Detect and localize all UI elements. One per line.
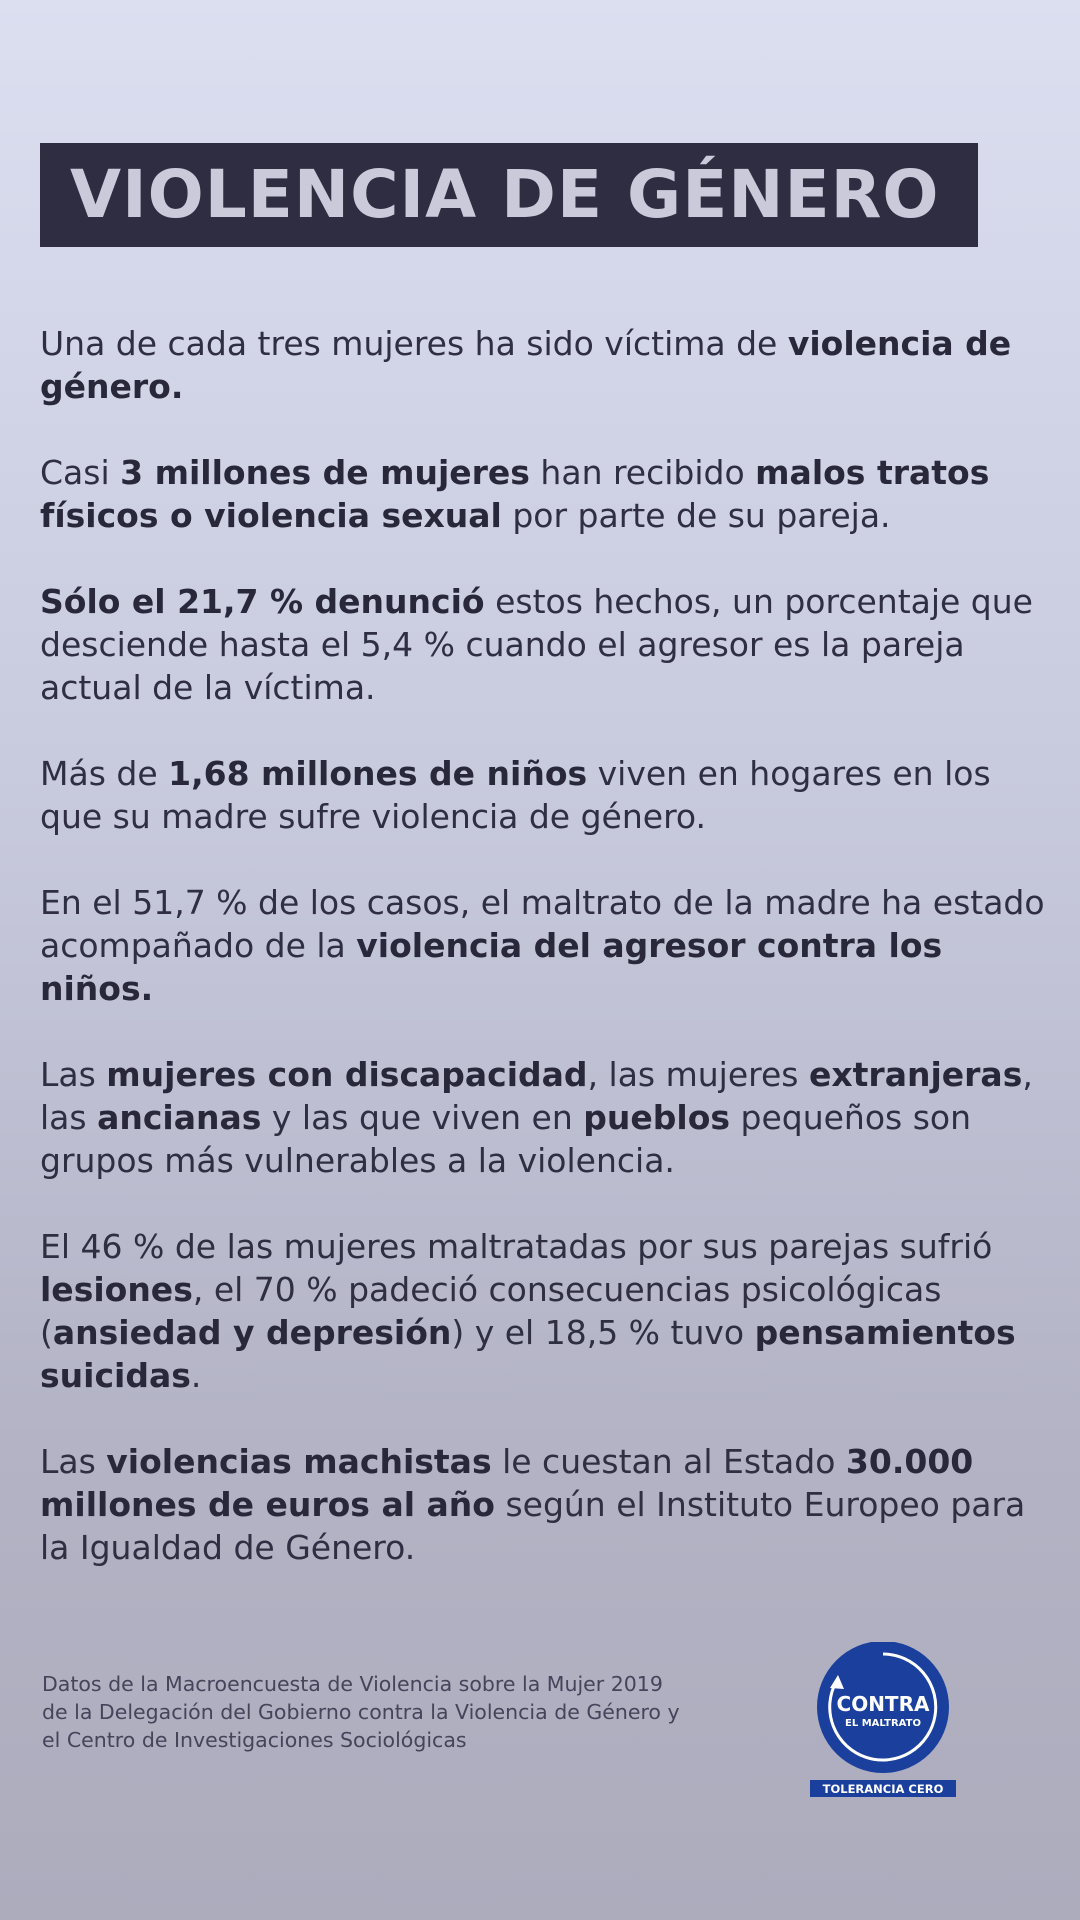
statement-emphasis: mujeres con discapacidad: [106, 1055, 588, 1094]
page-title: VIOLENCIA DE GÉNERO: [70, 156, 940, 233]
statement-text: Más de: [40, 754, 169, 793]
statement-paragraph: [40, 1440, 1050, 1569]
statements-list: [40, 322, 1050, 1612]
statement-text: .: [190, 1356, 202, 1395]
statement-emphasis: pueblos: [583, 1098, 731, 1137]
statement-text: , las mujeres: [587, 1055, 809, 1094]
statement-text: y las que viven en: [261, 1098, 584, 1137]
statement-emphasis: lesiones: [40, 1270, 193, 1309]
statement-emphasis: violencias machistas: [106, 1442, 492, 1481]
statement-emphasis: violencia de género.: [40, 324, 1012, 406]
statement-text: según el Instituto Europeo para la Igualdad de Género.: [40, 1485, 1026, 1567]
statement-paragraph: [40, 752, 1050, 838]
statement-paragraph: [40, 322, 1050, 408]
statement-emphasis: 3 millones de mujeres: [120, 453, 530, 492]
source-line-1: Datos de la Macroencuesta de Violencia sobre la Mujer 2019: [42, 1672, 663, 1696]
contra-el-maltrato-logo: [808, 1642, 958, 1800]
source-note: [42, 1670, 802, 1754]
statement-text: pequeños son grupos más vulnerables a la violencia.: [40, 1098, 972, 1180]
title-banner: [40, 143, 978, 247]
statement-emphasis: violencia del agresor contra los niños.: [40, 926, 943, 1008]
statement-text: le cuestan al Estado: [491, 1442, 846, 1481]
statement-text: estos hechos, un porcentaje que desciende hasta el 5,4 % cuando el agresor es la pareja actual de la víctima.: [40, 582, 1033, 707]
statement-emphasis: pensamientos suicidas: [40, 1313, 1016, 1395]
statement-text: ) y el 18,5 % tuvo: [451, 1313, 755, 1352]
logo-tagline: TOLERANCIA CERO: [822, 1782, 944, 1796]
statement-emphasis: 30.000 millones de euros al año: [40, 1442, 974, 1524]
statement-text: En el 51,7 % de los casos, el maltrato de la madre ha estado acompañado de la: [40, 883, 1045, 965]
statement-text: , las: [40, 1055, 1033, 1137]
source-line-2: de la Delegación del Gobierno contra la Violencia de Género y: [42, 1700, 680, 1724]
statement-emphasis: malos tratos físicos o violencia sexual: [40, 453, 990, 535]
statement-paragraph: [40, 451, 1050, 537]
source-line-3: el Centro de Investigaciones Sociológicas: [42, 1728, 467, 1752]
logo-text-line2: EL MALTRATO: [845, 1718, 921, 1729]
statement-paragraph: [40, 881, 1050, 1010]
statement-emphasis: extranjeras: [808, 1055, 1023, 1094]
statement-text: Las: [40, 1055, 107, 1094]
statement-text: por parte de su pareja.: [501, 496, 891, 535]
statement-text: , el 70 % padeció consecuencias psicológicas (: [40, 1270, 942, 1352]
statement-text: El 46 % de las mujeres maltratadas por sus parejas sufrió: [40, 1227, 993, 1266]
statement-emphasis: 1,68 millones de niños: [168, 754, 588, 793]
statement-emphasis: Sólo el 21,7 % denunció: [40, 582, 485, 621]
statement-text: han recibido: [529, 453, 756, 492]
statement-text: viven en hogares en los que su madre sufre violencia de género.: [40, 754, 991, 836]
statement-paragraph: [40, 1225, 1050, 1397]
statement-text: Casi: [40, 453, 121, 492]
statement-paragraph: [40, 580, 1050, 709]
logo-text-line1: CONTRA: [836, 1692, 930, 1716]
statement-emphasis: ansiedad y depresión: [52, 1313, 452, 1352]
statement-emphasis: ancianas: [97, 1098, 262, 1137]
statement-text: Una de cada tres mujeres ha sido víctima de: [40, 324, 788, 363]
statement-text: Las: [40, 1442, 107, 1481]
statement-paragraph: [40, 1053, 1050, 1182]
